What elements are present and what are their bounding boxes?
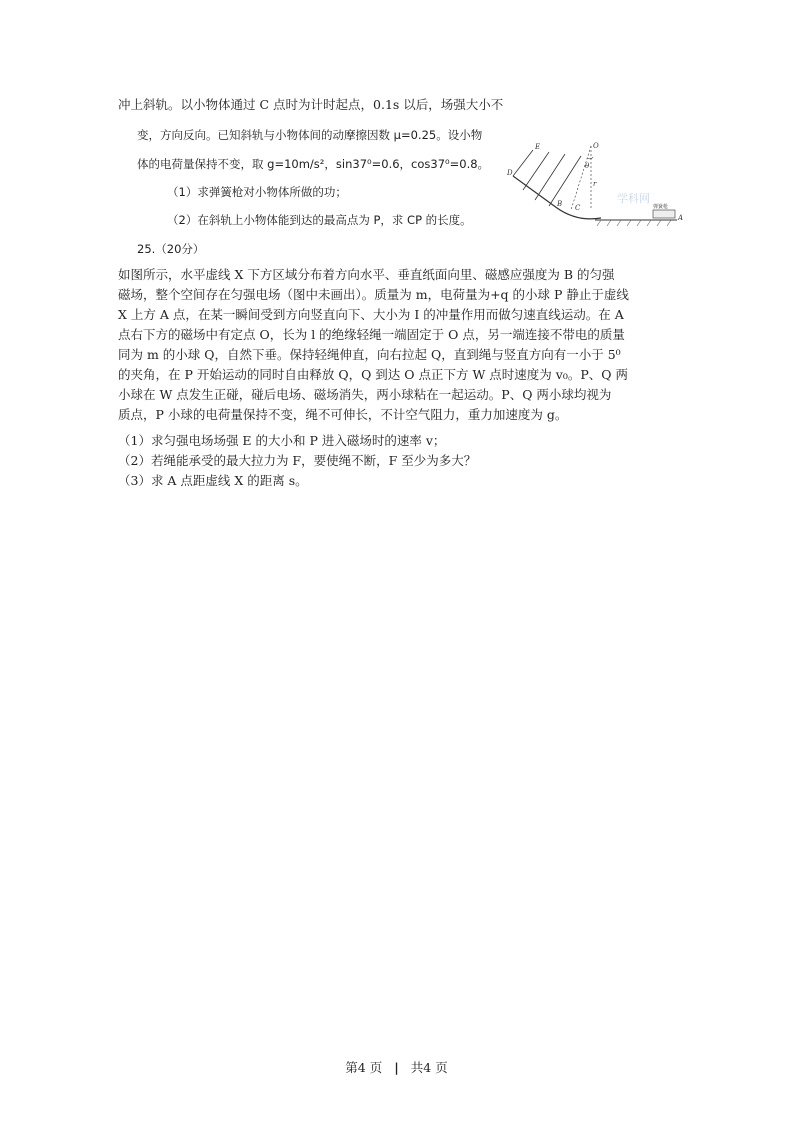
prev-question-1: （1）求弹簧枪对小物体所做的功；	[167, 185, 347, 199]
label-E: E	[535, 143, 541, 151]
problem-25-line-6: 的夹角，在 P 开始运动的同时自由释放 Q，Q 到达 O 点正下方 W 点时速度为 v₀。P、Q 两	[118, 367, 628, 382]
watermark: 学科网	[617, 192, 650, 205]
page-footer	[0, 1058, 793, 1076]
incline-track	[513, 176, 601, 219]
page-number: 第4 页	[345, 1060, 383, 1075]
label-spring: 弹簧枪	[653, 204, 669, 210]
problem-25-line-1: 如图所示，水平虚线 X 下方区域分布着方向水平、垂直纸面向里、磁感应强度为 B 的匀强	[118, 267, 615, 282]
label-B: B	[557, 200, 563, 208]
prev-problem-line2: 变，方向反向。已知斜轨与小物体间的动摩擦因数 μ=0.25。设小物	[137, 128, 483, 142]
problem-25-number: 25.（20分）	[137, 242, 205, 256]
label-r: r	[593, 180, 597, 188]
label-A: A	[678, 214, 684, 222]
incline-track-figure	[505, 140, 685, 228]
spring-gun	[653, 210, 675, 218]
prev-question-2: （2）在斜轨上小物体能到达的最高点为 P，求 CP 的长度。	[167, 213, 472, 227]
problem-25-line-8: 质点，P 小球的电荷量保持不变，绳不可伸长，不计空气阻力，重力加速度为 g。	[118, 407, 568, 422]
page-total: 共4 页	[410, 1060, 448, 1075]
label-O: O	[593, 142, 599, 150]
problem-25-question-1: （1）求匀强电场场强 E 的大小和 P 进入磁场时的速率 v；	[118, 433, 446, 448]
prev-problem-line1: 冲上斜轨。以小物体通过 C 点时为计时起点，0.1s 以后，场强大小不	[118, 97, 504, 112]
problem-25-line-3: X 上方 A 点，在某一瞬间受到方向竖直向下、大小为 I 的冲量作用而做匀速直线运动。在 A	[118, 307, 624, 322]
problem-25-line-4: 点右下方的磁场中有定点 O，长为 l 的绝缘轻绳一端固定于 O 点，另一端连接不带电的质量	[118, 327, 625, 342]
problem-25-question-3: （3）求 A 点距虚线 X 的距离 s。	[118, 473, 308, 488]
label-theta: θ	[585, 162, 590, 170]
field-lines	[513, 150, 581, 206]
footer-separator: |	[394, 1060, 399, 1075]
problem-25-line-5: 同为 m 的小球 Q，自然下垂。保持轻绳伸直，向右拉起 Q，直到绳与竖直方向有一小于 5⁰	[118, 347, 621, 362]
label-C: C	[575, 204, 581, 212]
prev-problem-line3: 体的电荷量保持不变，取 g=10m/s²，sin37⁰=0.6，cos37⁰=0.8。	[137, 157, 490, 171]
problem-25-line-7: 小球在 W 点发生正碰，碰后电场、磁场消失，两小球粘在一起运动。P、Q 两小球均视为	[118, 387, 612, 402]
label-D: D	[507, 169, 513, 177]
problem-25-line-2: 磁场，整个空间存在匀强电场（图中未画出）。质量为 m，电荷量为+q 的小球 P 静止于虚线	[118, 287, 629, 302]
radius-dashed-line	[571, 146, 591, 210]
problem-25-question-2: （2）若绳能承受的最大拉力为 F，要使绳不断，F 至少为多大？	[118, 453, 477, 468]
